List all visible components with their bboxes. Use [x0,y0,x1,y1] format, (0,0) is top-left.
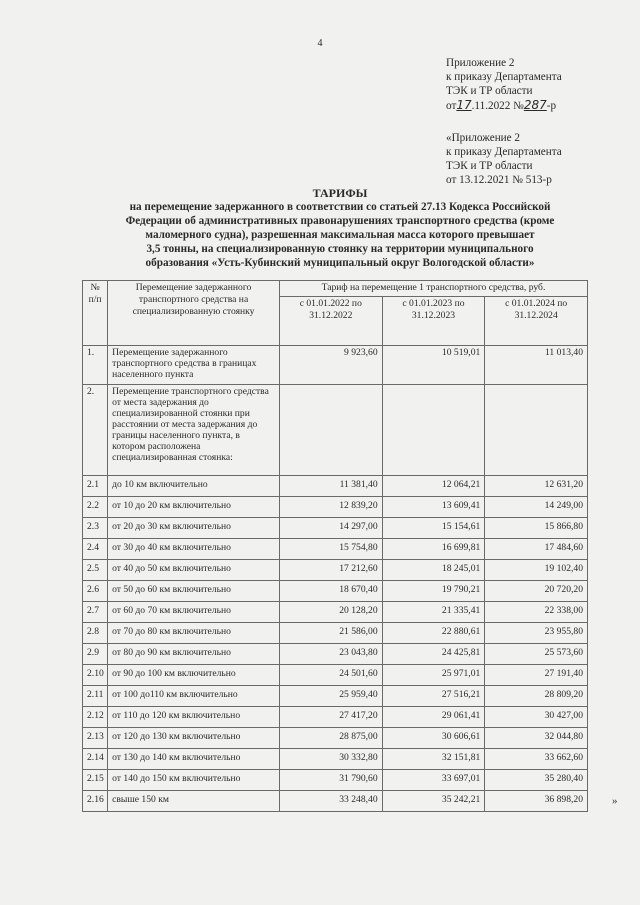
tariff-2022: 18 670,40 [279,581,382,602]
tariff-2024: 23 955,80 [485,623,588,644]
row-description: от 60 до 70 км включительно [108,602,280,623]
row-description: Перемещение задержанного транспортного средства в границах населенного пункта [108,346,280,385]
tariff-2024: 17 484,60 [485,539,588,560]
tariff-2023: 12 064,21 [382,476,485,497]
table-row [83,686,588,707]
tariff-2024: 27 191,40 [485,665,588,686]
tariff-2022: 33 248,40 [279,791,382,812]
row-number: 1. [83,346,108,385]
title-heading: ТАРИФЫ [312,186,368,200]
appendix-line: ТЭК и ТР области [446,85,533,97]
table-row [83,644,588,665]
tariff-2022: 25 959,40 [279,686,382,707]
header-period: с 01.01.2024 по 31.12.2024 [485,296,588,345]
row-number: 2.10 [83,665,108,686]
tariff-2023: 13 609,41 [382,497,485,518]
row-description: от 30 до 40 км включительно [108,539,280,560]
table-row [83,560,588,581]
tariff-2024 [485,385,588,476]
tariff-2023: 10 519,01 [382,346,485,385]
row-number: 2.15 [83,770,108,791]
appendix-line: ТЭК и ТР области [446,160,533,172]
row-number: 2.12 [83,707,108,728]
table-row [83,749,588,770]
row-description: от 10 до 20 км включительно [108,497,280,518]
row-number: 2.5 [83,560,108,581]
tariff-2024: 36 898,20 [485,791,588,812]
tariff-2024: 15 866,80 [485,518,588,539]
row-description: от 100 до110 км включительно [108,686,280,707]
title-line: Федерации об административных правонарушениях транспортного средства (кроме [125,215,555,227]
tariff-2024: 30 427,00 [485,707,588,728]
table-row [83,518,588,539]
tariff-2022: 17 212,60 [279,560,382,581]
table-row [83,623,588,644]
appendix-line: «Приложение 2 [446,132,521,144]
appendix-line: к приказу Департамента [446,71,562,83]
row-number: 2.14 [83,749,108,770]
header-period: с 01.01.2022 по 31.12.2022 [279,296,382,345]
tariff-2022: 30 332,80 [279,749,382,770]
tariff-2023: 29 061,41 [382,707,485,728]
tariff-2024: 19 102,40 [485,560,588,581]
row-description: до 10 км включительно [108,476,280,497]
tariff-2024: 22 338,00 [485,602,588,623]
previous-appendix-header [446,131,562,187]
table-row [83,665,588,686]
tariff-2024: 28 809,20 [485,686,588,707]
tariff-2024: 33 662,60 [485,749,588,770]
row-number: 2.11 [83,686,108,707]
tariff-2024: 35 280,40 [485,770,588,791]
row-description: от 110 до 120 км включительно [108,707,280,728]
tariff-2022: 9 923,60 [279,346,382,385]
row-number: 2.4 [83,539,108,560]
row-number: 2.2 [83,497,108,518]
tariff-2023: 15 154,61 [382,518,485,539]
table-row [83,602,588,623]
appendix-header [446,56,562,113]
tariff-2022: 20 128,20 [279,602,382,623]
table-row [83,476,588,497]
header-description: Перемещение задержанного транспортного средства на специализированную стоянку [108,281,280,346]
row-number: 2.3 [83,518,108,539]
row-description: свыше 150 км [108,791,280,812]
date-prefix: от [446,100,457,112]
tariff-2022: 11 381,40 [279,476,382,497]
tariff-2024: 25 573,60 [485,644,588,665]
row-number: 2. [83,385,108,476]
tariff-2023: 27 516,21 [382,686,485,707]
handwritten-order-number: 287 [523,98,547,112]
tariff-2023: 16 699,81 [382,539,485,560]
tariff-2023: 21 335,41 [382,602,485,623]
tariff-2022: 28 875,00 [279,728,382,749]
title-line: на перемещение задержанного в соответствии со статьей 27.13 Кодекса Российской [129,201,551,213]
header-period: с 01.01.2023 по 31.12.2023 [382,296,485,345]
tariff-2023: 25 971,01 [382,665,485,686]
tariff-2023: 32 151,81 [382,749,485,770]
table-row [83,539,588,560]
tariff-2022: 21 586,00 [279,623,382,644]
date-rest: .11.2022 № [471,100,524,112]
tariff-2024: 11 013,40 [485,346,588,385]
table-row [83,385,588,476]
appendix-line: от 13.12.2021 № 513-р [446,174,552,186]
row-number: 2.9 [83,644,108,665]
closing-quote: » [612,795,618,807]
tariff-2023: 35 242,21 [382,791,485,812]
row-number: 2.16 [83,791,108,812]
appendix-line: Приложение 2 [446,57,515,69]
row-description: от 140 до 150 км включительно [108,770,280,791]
title-line: 3,5 тонны, на специализированную стоянку на территории муниципального [146,243,534,255]
page-number: 4 [317,38,323,49]
tariff-2022: 15 754,80 [279,539,382,560]
row-description: от 40 до 50 км включительно [108,560,280,581]
tariff-2022: 12 839,20 [279,497,382,518]
appendix-line: к приказу Департамента [446,146,562,158]
row-description: от 80 до 90 км включительно [108,644,280,665]
title-line: маломерного судна), разрешенная максимальная масса которого превышает [145,229,535,241]
row-number: 2.6 [83,581,108,602]
document-title [70,186,610,270]
tariff-2022: 31 790,60 [279,770,382,791]
row-description: от 130 до 140 км включительно [108,749,280,770]
row-number: 2.1 [83,476,108,497]
tariff-2023: 18 245,01 [382,560,485,581]
tariff-2024: 14 249,00 [485,497,588,518]
order-suffix: -р [546,100,557,112]
tariff-2023: 33 697,01 [382,770,485,791]
table-body [83,346,588,812]
table-row [83,346,588,385]
tariff-2023 [382,385,485,476]
tariff-2023: 19 790,21 [382,581,485,602]
handwritten-day: 17 [456,98,472,112]
row-number: 2.7 [83,602,108,623]
header-number: № п/п [83,281,108,346]
table-row [83,791,588,812]
row-number: 2.8 [83,623,108,644]
tariff-2023: 30 606,61 [382,728,485,749]
tariff-2024: 12 631,20 [485,476,588,497]
row-description: от 50 до 60 км включительно [108,581,280,602]
row-description: от 20 до 30 км включительно [108,518,280,539]
row-description: от 120 до 130 км включительно [108,728,280,749]
table-row [83,581,588,602]
title-line: образования «Усть-Кубинский муниципальный округ Вологодской области» [145,257,535,269]
header-tariff: Тариф на перемещение 1 транспортного средства, руб. [279,281,587,297]
tariff-2023: 22 880,61 [382,623,485,644]
tariff-2024: 20 720,20 [485,581,588,602]
row-description: от 70 до 80 км включительно [108,623,280,644]
appendix-date-line [446,98,562,113]
tariff-2022: 24 501,60 [279,665,382,686]
tariffs-table [82,280,588,812]
row-number: 2.13 [83,728,108,749]
tariff-2022: 23 043,80 [279,644,382,665]
table-row [83,770,588,791]
table-row [83,497,588,518]
table-row [83,728,588,749]
tariff-2023: 24 425,81 [382,644,485,665]
table-row [83,707,588,728]
row-description: Перемещение транспортного средства от места задержания до специализированной стоянки при расстоянии от места задержания до границы населенного пункта, в котором расположена специализированная стоянка: [108,385,280,476]
tariff-2022 [279,385,382,476]
tariff-2022: 27 417,20 [279,707,382,728]
row-description: от 90 до 100 км включительно [108,665,280,686]
tariff-2024: 32 044,80 [485,728,588,749]
tariff-2022: 14 297,00 [279,518,382,539]
